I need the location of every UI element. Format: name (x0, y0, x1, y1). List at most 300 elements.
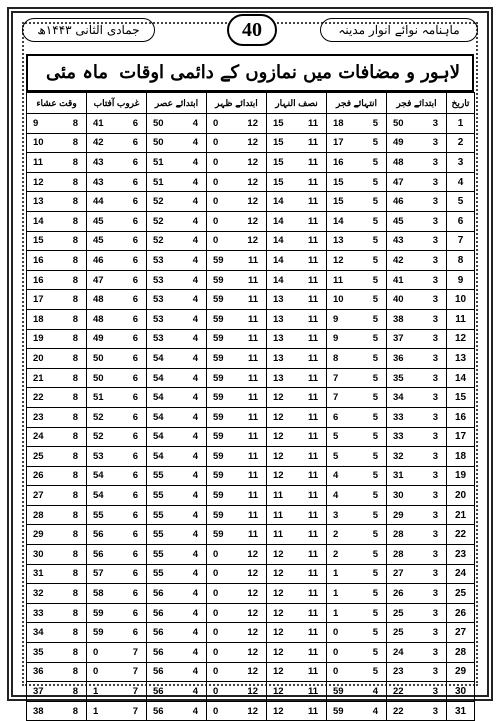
date-cell: 26 (447, 603, 475, 623)
sunset-cell (87, 368, 147, 388)
minute-value: 59 (213, 313, 224, 325)
hour-value: 3 (432, 372, 438, 384)
zuhr-cell (207, 682, 267, 702)
minute-value: 13 (333, 235, 344, 247)
minute-value: 45 (393, 215, 404, 227)
minute-value: 59 (333, 705, 344, 717)
date-cell: 5 (447, 192, 475, 212)
minute-value: 50 (153, 137, 164, 149)
asr-cell (147, 447, 207, 467)
minute-value: 12 (273, 392, 284, 404)
minute-value: 59 (213, 411, 224, 423)
minute-value: 12 (273, 431, 284, 443)
hour-value: 3 (432, 274, 438, 286)
fajr-end-cell (327, 427, 387, 447)
sunset-cell (87, 329, 147, 349)
fajr-start-cell (387, 231, 447, 251)
hour-value: 6 (132, 548, 138, 560)
fajr-start-cell (387, 133, 447, 153)
minute-value: 10 (333, 294, 344, 306)
hour-value: 5 (372, 529, 378, 541)
minute-value: 13 (33, 196, 44, 208)
midday-cell (267, 486, 327, 506)
date-cell: 12 (447, 329, 475, 349)
fajr-end-cell (327, 701, 387, 721)
minute-value: 50 (93, 372, 104, 384)
hour-value: 11 (307, 686, 318, 698)
isha-cell (27, 505, 87, 525)
hour-value: 6 (132, 176, 138, 188)
hour-value: 11 (307, 588, 318, 600)
minute-value: 15 (273, 117, 284, 129)
isha-cell (27, 427, 87, 447)
hour-value: 8 (72, 431, 78, 443)
hour-value: 4 (192, 196, 198, 208)
hour-value: 11 (247, 529, 258, 541)
zuhr-cell (207, 133, 267, 153)
minute-value: 56 (153, 666, 164, 678)
midday-cell (267, 349, 327, 369)
minute-value: 12 (273, 588, 284, 600)
minute-value: 48 (393, 156, 404, 168)
zuhr-cell (207, 486, 267, 506)
minute-value: 38 (393, 313, 404, 325)
hour-value: 3 (432, 529, 438, 541)
minute-value: 28 (393, 548, 404, 560)
fajr-start-cell (387, 486, 447, 506)
hour-value: 6 (132, 235, 138, 247)
zuhr-cell (207, 309, 267, 329)
hour-value: 8 (72, 176, 78, 188)
sunset-cell (87, 525, 147, 545)
fajr-start-cell (387, 329, 447, 349)
hour-value: 4 (192, 254, 198, 266)
fajr-end-cell (327, 388, 387, 408)
minute-value: 42 (93, 137, 104, 149)
minute-value: 11 (273, 490, 284, 502)
date-cell: 29 (447, 662, 475, 682)
fajr-end-cell (327, 545, 387, 565)
fajr-start-cell (387, 407, 447, 427)
minute-value: 0 (213, 137, 219, 149)
minute-value: 15 (333, 196, 344, 208)
minute-value: 23 (33, 411, 44, 423)
zuhr-cell (207, 349, 267, 369)
minute-value: 15 (33, 235, 44, 247)
prayer-times-table (26, 92, 475, 721)
minute-value: 11 (273, 509, 284, 521)
minute-value: 52 (153, 235, 164, 247)
date-cell: 20 (447, 486, 475, 506)
asr-cell (147, 368, 207, 388)
hour-value: 5 (372, 431, 378, 443)
hour-value: 4 (192, 568, 198, 580)
hour-value: 7 (132, 686, 138, 698)
asr-cell (147, 231, 207, 251)
minute-value: 0 (213, 646, 219, 658)
hour-value: 12 (247, 196, 258, 208)
minute-value: 1 (333, 568, 339, 580)
hour-value: 4 (192, 156, 198, 168)
minute-value: 59 (213, 294, 224, 306)
fajr-end-cell (327, 329, 387, 349)
minute-value: 54 (93, 470, 104, 482)
minute-value: 49 (393, 137, 404, 149)
zuhr-cell (207, 114, 267, 134)
fajr-start-cell (387, 603, 447, 623)
minute-value: 57 (93, 568, 104, 580)
fajr-start-cell (387, 251, 447, 271)
minute-value: 56 (93, 529, 104, 541)
minute-value: 33 (393, 431, 404, 443)
fajr-end-cell (327, 584, 387, 604)
date-cell: 27 (447, 623, 475, 643)
isha-cell (27, 329, 87, 349)
hour-value: 8 (72, 568, 78, 580)
hour-value: 11 (307, 666, 318, 678)
isha-cell (27, 447, 87, 467)
minute-value: 54 (153, 450, 164, 462)
hour-value: 12 (247, 686, 258, 698)
table-row (27, 251, 475, 271)
hour-value: 3 (432, 156, 438, 168)
minute-value: 12 (273, 450, 284, 462)
minute-value: 12 (273, 411, 284, 423)
zuhr-cell (207, 564, 267, 584)
minute-value: 59 (213, 333, 224, 345)
minute-value: 2 (333, 529, 339, 541)
hour-value: 3 (432, 352, 438, 364)
hour-value: 6 (132, 294, 138, 306)
minute-value: 1 (333, 588, 339, 600)
midday-cell (267, 192, 327, 212)
minute-value: 18 (33, 313, 44, 325)
minute-value: 56 (153, 588, 164, 600)
hour-value: 3 (432, 254, 438, 266)
hour-value: 6 (132, 254, 138, 266)
minute-value: 56 (153, 646, 164, 658)
isha-cell (27, 114, 87, 134)
fajr-end-cell (327, 466, 387, 486)
fajr-end-cell (327, 623, 387, 643)
minute-value: 52 (93, 411, 104, 423)
hour-value: 8 (72, 156, 78, 168)
hour-value: 11 (307, 235, 318, 247)
hour-value: 6 (132, 568, 138, 580)
hour-value: 5 (372, 254, 378, 266)
zuhr-cell (207, 545, 267, 565)
minute-value: 9 (333, 333, 339, 345)
hour-value: 8 (72, 215, 78, 227)
minute-value: 0 (213, 548, 219, 560)
hour-value: 11 (307, 529, 318, 541)
minute-value: 22 (393, 705, 404, 717)
minute-value: 2 (333, 548, 339, 560)
hour-value: 4 (192, 274, 198, 286)
hour-value: 5 (372, 646, 378, 658)
sunset-cell (87, 584, 147, 604)
table-row (27, 427, 475, 447)
isha-cell (27, 623, 87, 643)
hour-value: 4 (192, 411, 198, 423)
table-row (27, 643, 475, 663)
hour-value: 11 (307, 431, 318, 443)
minute-value: 14 (273, 274, 284, 286)
minute-value: 29 (33, 529, 44, 541)
minute-value: 0 (213, 235, 219, 247)
table-row (27, 329, 475, 349)
minute-value: 7 (333, 372, 339, 384)
fajr-start-cell (387, 172, 447, 192)
fajr-end-cell (327, 251, 387, 271)
minute-value: 12 (333, 254, 344, 266)
zuhr-cell (207, 505, 267, 525)
minute-value: 25 (33, 450, 44, 462)
column-header-zuhr-start: ابتدائے ظہر (207, 93, 267, 114)
isha-cell (27, 486, 87, 506)
hour-value: 5 (372, 490, 378, 502)
minute-value: 0 (213, 568, 219, 580)
sunset-cell (87, 388, 147, 408)
hour-value: 4 (192, 548, 198, 560)
minute-value: 12 (273, 568, 284, 580)
minute-value: 53 (153, 333, 164, 345)
midday-cell (267, 309, 327, 329)
column-header-isha: وقت عشاء (27, 93, 87, 114)
hour-value: 3 (432, 548, 438, 560)
midday-cell (267, 643, 327, 663)
table-row (27, 564, 475, 584)
table-row (27, 525, 475, 545)
sunset-cell (87, 309, 147, 329)
hour-value: 8 (72, 666, 78, 678)
zuhr-cell (207, 368, 267, 388)
hour-value: 5 (372, 568, 378, 580)
minute-value: 14 (333, 215, 344, 227)
minute-value: 33 (393, 411, 404, 423)
hour-value: 11 (307, 548, 318, 560)
minute-value: 0 (213, 156, 219, 168)
midday-cell (267, 701, 327, 721)
hour-value: 11 (307, 411, 318, 423)
minute-value: 50 (93, 352, 104, 364)
sunset-cell (87, 623, 147, 643)
date-cell: 6 (447, 211, 475, 231)
asr-cell (147, 329, 207, 349)
minute-value: 23 (393, 666, 404, 678)
minute-value: 34 (33, 627, 44, 639)
zuhr-cell (207, 701, 267, 721)
fajr-end-cell (327, 231, 387, 251)
table-row (27, 290, 475, 310)
fajr-start-cell (387, 153, 447, 173)
asr-cell (147, 603, 207, 623)
table-body (27, 114, 475, 721)
hour-value: 6 (132, 588, 138, 600)
zuhr-cell (207, 466, 267, 486)
minute-value: 13 (273, 372, 284, 384)
minute-value: 19 (33, 333, 44, 345)
hour-value: 8 (72, 372, 78, 384)
minute-value: 13 (273, 352, 284, 364)
fajr-start-cell (387, 643, 447, 663)
hour-value: 4 (192, 686, 198, 698)
table-row (27, 114, 475, 134)
zuhr-cell (207, 270, 267, 290)
hour-value: 11 (307, 313, 318, 325)
minute-value: 12 (273, 627, 284, 639)
minute-value: 7 (333, 392, 339, 404)
minute-value: 59 (213, 509, 224, 521)
hour-value: 11 (307, 333, 318, 345)
minute-value: 1 (93, 686, 99, 698)
minute-value: 0 (213, 666, 219, 678)
minute-value: 24 (33, 431, 44, 443)
zuhr-cell (207, 329, 267, 349)
hour-value: 3 (432, 627, 438, 639)
zuhr-cell (207, 427, 267, 447)
minute-value: 52 (153, 215, 164, 227)
hour-value: 11 (247, 509, 258, 521)
minute-value: 58 (93, 588, 104, 600)
isha-cell (27, 525, 87, 545)
minute-value: 55 (153, 548, 164, 560)
asr-cell (147, 407, 207, 427)
minute-value: 44 (93, 196, 104, 208)
minute-value: 46 (93, 254, 104, 266)
zuhr-cell (207, 525, 267, 545)
hour-value: 11 (307, 509, 318, 521)
table-row (27, 309, 475, 329)
column-header-fajr-end: انتہائے فجر (327, 93, 387, 114)
minute-value: 53 (93, 450, 104, 462)
hour-value: 7 (132, 666, 138, 678)
minute-value: 34 (393, 392, 404, 404)
minute-value: 56 (153, 705, 164, 717)
hour-value: 4 (192, 509, 198, 521)
hour-value: 6 (132, 627, 138, 639)
minute-value: 49 (93, 333, 104, 345)
table-title-bar (26, 54, 474, 92)
minute-value: 12 (273, 705, 284, 717)
hour-value: 11 (247, 450, 258, 462)
midday-cell (267, 172, 327, 192)
hour-value: 11 (247, 470, 258, 482)
hour-value: 5 (372, 333, 378, 345)
asr-cell (147, 486, 207, 506)
date-cell: 14 (447, 368, 475, 388)
asr-cell (147, 466, 207, 486)
hour-value: 3 (432, 392, 438, 404)
minute-value: 36 (393, 352, 404, 364)
page-number: 40 (227, 14, 277, 46)
hour-value: 6 (132, 333, 138, 345)
sunset-cell (87, 114, 147, 134)
sunset-cell (87, 407, 147, 427)
minute-value: 55 (153, 509, 164, 521)
minute-value: 17 (333, 137, 344, 149)
hour-value: 5 (372, 176, 378, 188)
isha-cell (27, 584, 87, 604)
hour-value: 11 (307, 215, 318, 227)
hour-value: 8 (72, 235, 78, 247)
asr-cell (147, 623, 207, 643)
minute-value: 56 (153, 627, 164, 639)
midday-cell (267, 368, 327, 388)
minute-value: 51 (153, 156, 164, 168)
hour-value: 5 (372, 392, 378, 404)
hour-value: 12 (247, 568, 258, 580)
minute-value: 4 (333, 470, 339, 482)
minute-value: 59 (213, 529, 224, 541)
minute-value: 46 (393, 196, 404, 208)
isha-cell (27, 388, 87, 408)
minute-value: 14 (273, 196, 284, 208)
midday-cell (267, 623, 327, 643)
hour-value: 4 (192, 607, 198, 619)
minute-value: 33 (33, 607, 44, 619)
minute-value: 5 (333, 431, 339, 443)
minute-value: 55 (153, 529, 164, 541)
hour-value: 3 (432, 607, 438, 619)
hour-value: 12 (247, 137, 258, 149)
sunset-cell (87, 505, 147, 525)
minute-value: 48 (93, 313, 104, 325)
isha-cell (27, 133, 87, 153)
minute-value: 50 (393, 117, 404, 129)
hour-value: 6 (132, 450, 138, 462)
zuhr-cell (207, 643, 267, 663)
hour-value: 11 (307, 352, 318, 364)
hour-value: 8 (72, 607, 78, 619)
minute-value: 0 (213, 196, 219, 208)
minute-value: 10 (33, 137, 44, 149)
minute-value: 21 (33, 372, 44, 384)
table-row (27, 368, 475, 388)
magazine-name-label: ماہنامہ نوائے انوار مدینہ (320, 18, 478, 42)
hour-value: 4 (192, 529, 198, 541)
hour-value: 5 (372, 117, 378, 129)
table-row (27, 682, 475, 702)
midday-cell (267, 564, 327, 584)
hour-value: 5 (372, 196, 378, 208)
date-cell: 24 (447, 564, 475, 584)
hour-value: 6 (132, 431, 138, 443)
minute-value: 13 (273, 333, 284, 345)
minute-value: 20 (33, 352, 44, 364)
hour-value: 6 (132, 156, 138, 168)
minute-value: 27 (33, 490, 44, 502)
hour-value: 6 (132, 196, 138, 208)
minute-value: 0 (213, 627, 219, 639)
minute-value: 15 (273, 137, 284, 149)
hour-value: 5 (372, 352, 378, 364)
month-label: ماہ مئی (46, 62, 109, 83)
asr-cell (147, 349, 207, 369)
hour-value: 8 (72, 509, 78, 521)
zuhr-cell (207, 231, 267, 251)
hour-value: 4 (192, 450, 198, 462)
midday-cell (267, 133, 327, 153)
hour-value: 3 (432, 470, 438, 482)
minute-value: 59 (213, 470, 224, 482)
sunset-cell (87, 192, 147, 212)
hour-value: 12 (247, 705, 258, 717)
isha-cell (27, 153, 87, 173)
minute-value: 12 (273, 607, 284, 619)
hour-value: 12 (247, 607, 258, 619)
table-row (27, 153, 475, 173)
